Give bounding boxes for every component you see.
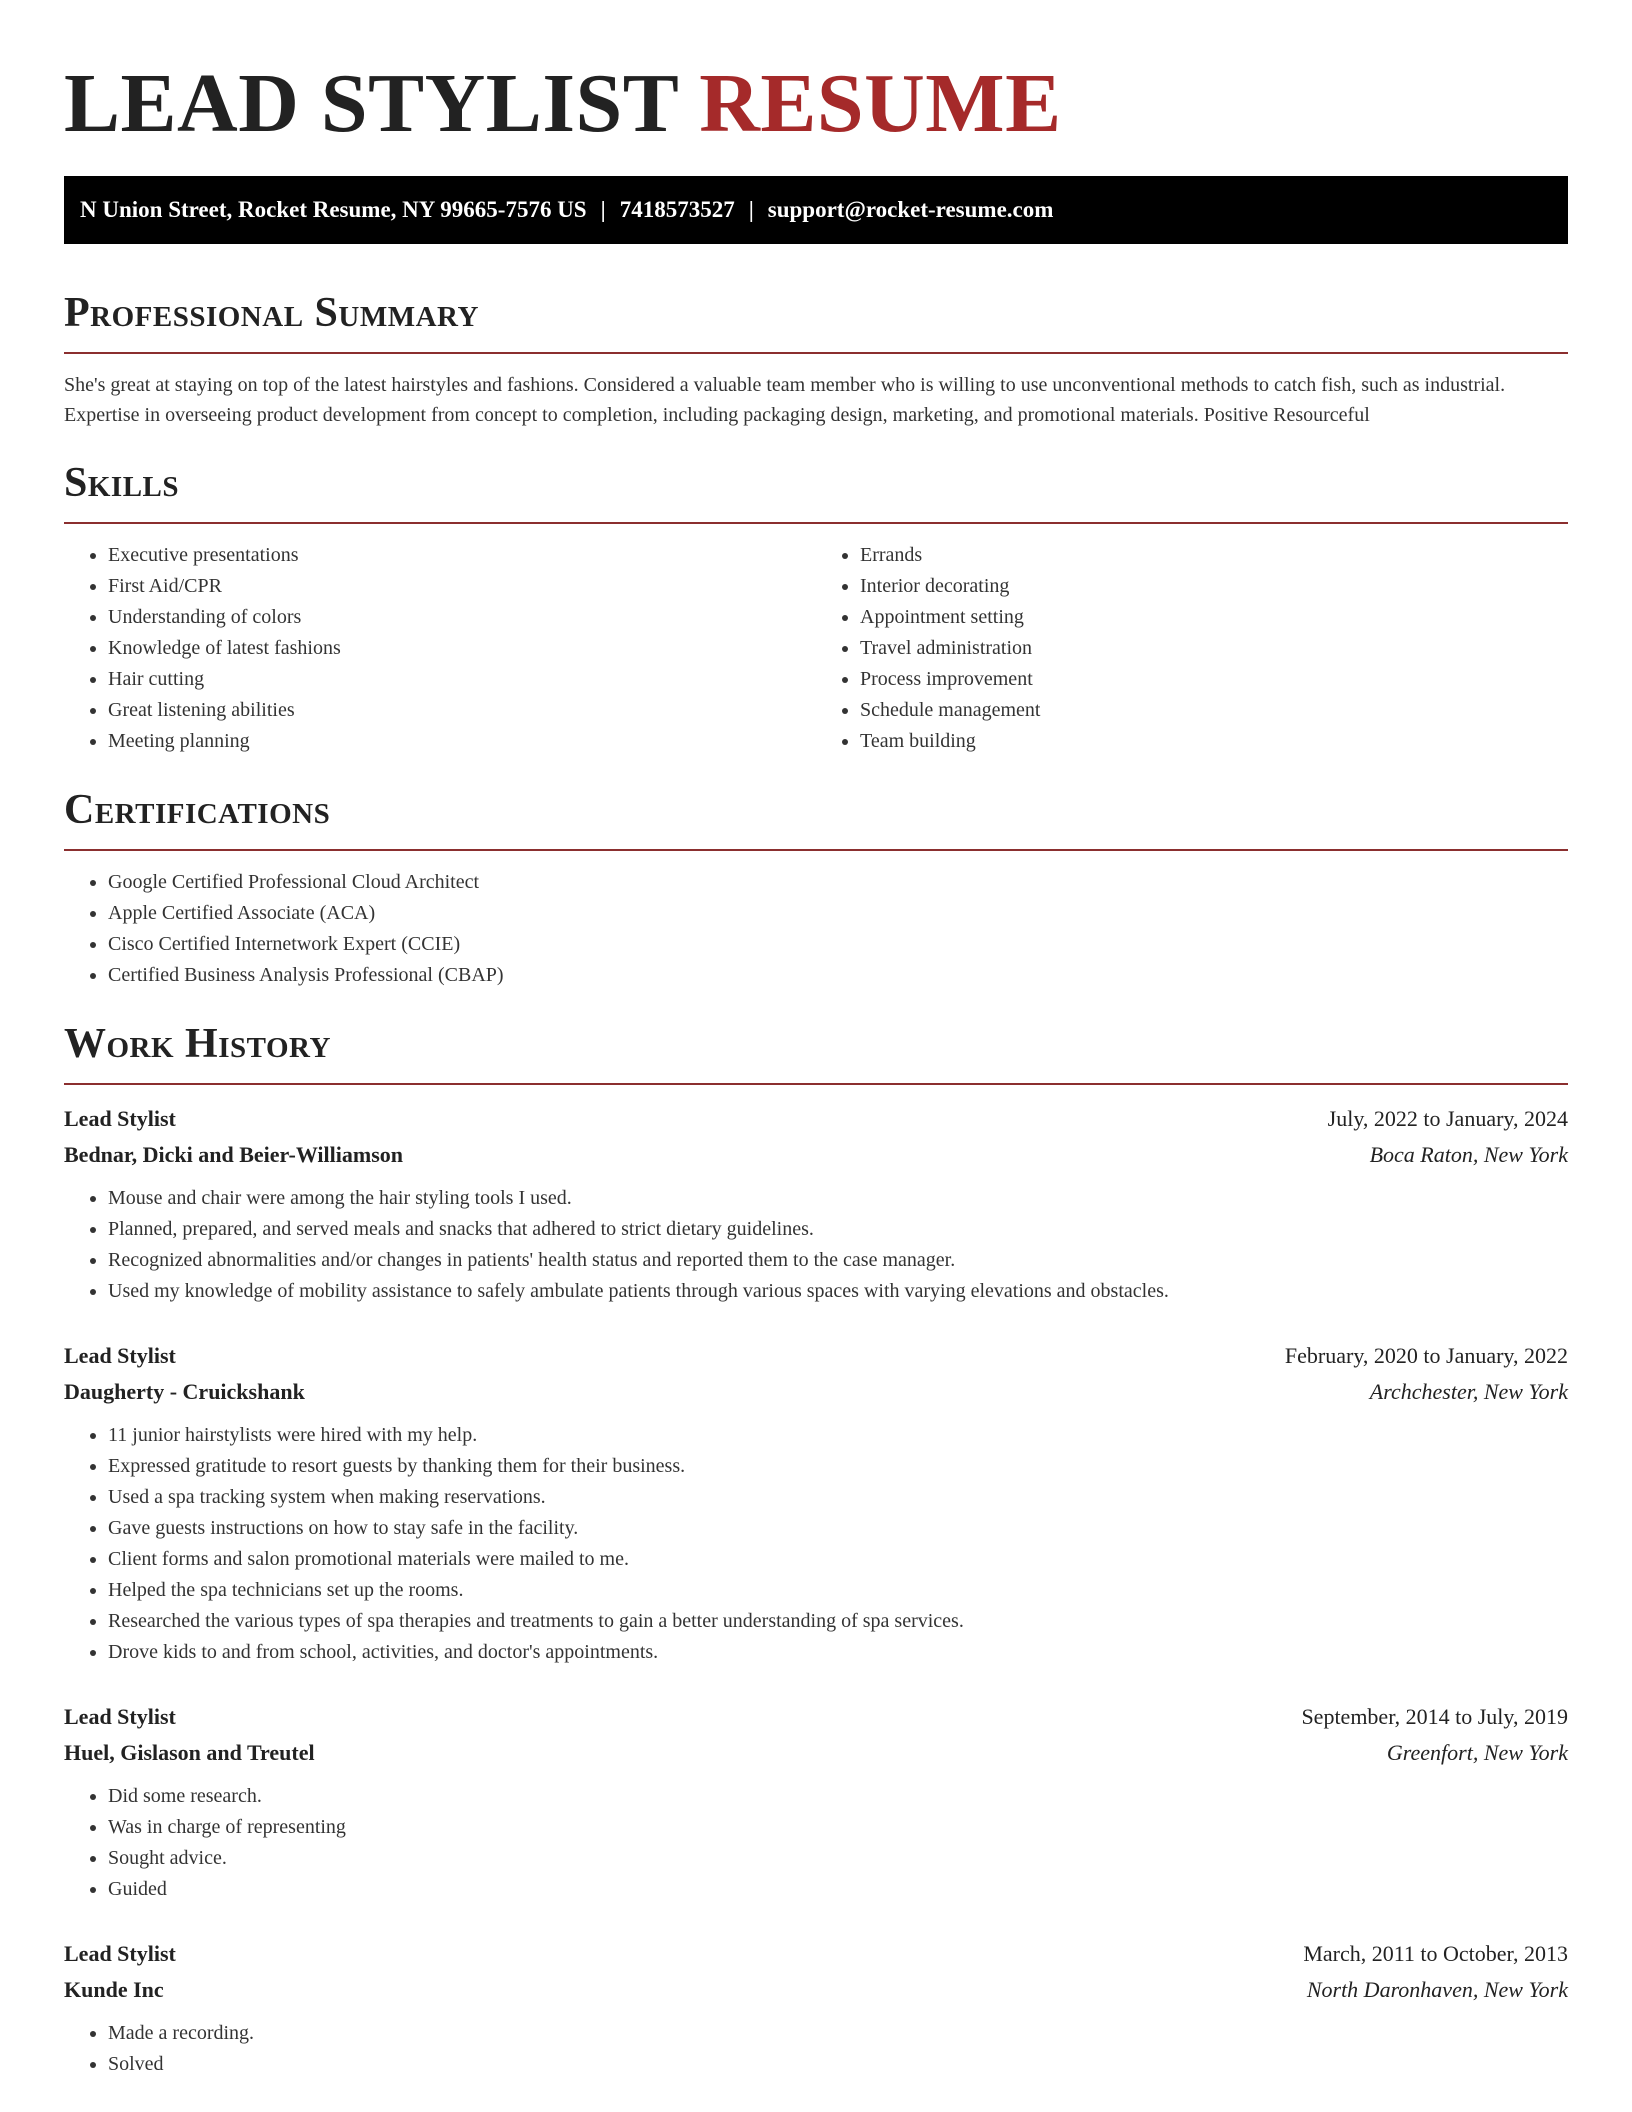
contact-bar	[64, 176, 1568, 244]
skills-heading: Skills	[64, 458, 1568, 524]
job-duty: • Client forms and salon promotional materials were mailed to me.	[108, 1544, 1568, 1575]
job-duty: • Mouse and chair were among the hair styling tools I used.	[108, 1183, 1568, 1214]
job-subheader	[64, 1374, 1568, 1410]
summary-heading: Professional Summary	[64, 288, 1568, 354]
summary-text: She's great at staying on top of the latest hairstyles and fashions. Considered a valuable team member who is willing to use unconventional methods to catch fish, such as industrial. Expertise in overseeing product development from concept to completion, including packaging design, marketing, and promotional materials. Positive Resourceful	[64, 374, 1506, 426]
skill-item: • Schedule management	[860, 695, 1568, 726]
job-duty: • Gave guests instructions on how to stay safe in the facility.	[108, 1513, 1568, 1544]
skills-section	[64, 458, 1568, 757]
job-subheader	[64, 1735, 1568, 1771]
job-dates: July, 2022 to January, 2024	[1327, 1106, 1568, 1131]
job-duty: • Was in charge of representing	[108, 1812, 1568, 1843]
job-duties-list	[64, 1781, 1568, 1905]
skill-item: • First Aid/CPR	[108, 571, 816, 602]
job-duty: • Made a recording.	[108, 2018, 1568, 2049]
job-company: Huel, Gislason and Treutel	[64, 1740, 315, 1765]
job-location: Boca Raton, New York	[1369, 1142, 1568, 1167]
job-header	[64, 1699, 1568, 1735]
job-entry	[64, 1338, 1568, 1668]
job-duty: • Sought advice.	[108, 1843, 1568, 1874]
job-title: Lead Stylist	[64, 1343, 176, 1368]
job-location: Archchester, New York	[1369, 1379, 1568, 1404]
job-duty: • Used my knowledge of mobility assistance to safely ambulate patients through various spaces with varying elevations and obstacles.	[108, 1276, 1568, 1307]
job-entry	[64, 1699, 1568, 1905]
skill-item: • Hair cutting	[108, 664, 816, 695]
job-company: Daugherty - Cruickshank	[64, 1379, 305, 1404]
certifications-list	[64, 867, 1568, 991]
certification-item: • Certified Business Analysis Professional (CBAP)	[108, 960, 1568, 991]
job-duties-list	[64, 1420, 1568, 1668]
summary-section	[64, 288, 1568, 430]
certification-item: • Cisco Certified Internetwork Expert (CCIE)	[108, 929, 1568, 960]
skills-left-list	[64, 540, 816, 757]
job-duty: • 11 junior hairstylists were hired with my help.	[108, 1420, 1568, 1451]
skill-item: • Executive presentations	[108, 540, 816, 571]
job-dates: February, 2020 to January, 2022	[1284, 1343, 1568, 1368]
skill-item: • Travel administration	[860, 633, 1568, 664]
skill-item: • Errands	[860, 540, 1568, 571]
job-duties-list	[64, 2018, 1568, 2080]
skill-item: • Interior decorating	[860, 571, 1568, 602]
skill-item: • Team building	[860, 726, 1568, 757]
certification-item: • Apple Certified Associate (ACA)	[108, 898, 1568, 929]
job-duty: • Planned, prepared, and served meals and snacks that adhered to strict dietary guidelines.	[108, 1214, 1568, 1245]
job-title: Lead Stylist	[64, 1941, 176, 1966]
job-subheader	[64, 1137, 1568, 1173]
certifications-heading: Certifications	[64, 785, 1568, 851]
skill-item: • Appointment setting	[860, 602, 1568, 633]
title-accent: RESUME	[699, 57, 1062, 150]
job-duty: • Drove kids to and from school, activities, and doctor's appointments.	[108, 1637, 1568, 1668]
job-duty: • Expressed gratitude to resort guests by thanking them for their business.	[108, 1451, 1568, 1482]
skill-item: • Great listening abilities	[108, 695, 816, 726]
skill-item: • Knowledge of latest fashions	[108, 633, 816, 664]
job-company: Kunde Inc	[64, 1977, 164, 2002]
title-main: LEAD STYLIST	[64, 57, 678, 150]
certification-item: • Google Certified Professional Cloud Architect	[108, 867, 1568, 898]
resume-title	[64, 0, 1568, 176]
job-company: Bednar, Dicki and Beier-Williamson	[64, 1142, 404, 1167]
certifications-section	[64, 785, 1568, 991]
job-duty: • Recognized abnormalities and/or changes in patients' health status and reported them to the case manager.	[108, 1245, 1568, 1276]
job-header	[64, 1101, 1568, 1137]
skill-item: • Process improvement	[860, 664, 1568, 695]
skills-columns	[64, 540, 1568, 757]
contact-email: support@rocket-resume.com	[767, 197, 1054, 222]
job-title: Lead Stylist	[64, 1704, 176, 1729]
job-duties-list	[64, 1183, 1568, 1307]
skill-item: • Meeting planning	[108, 726, 816, 757]
skills-right-list	[816, 540, 1568, 757]
job-dates: March, 2011 to October, 2013	[1303, 1941, 1568, 1966]
contact-separator: |	[600, 197, 606, 222]
work-history-section	[64, 1019, 1568, 2080]
job-title: Lead Stylist	[64, 1106, 176, 1131]
job-header	[64, 1936, 1568, 1972]
job-entry	[64, 1936, 1568, 2080]
job-dates: September, 2014 to July, 2019	[1301, 1704, 1568, 1729]
job-duty: • Guided	[108, 1874, 1568, 1905]
job-location: Greenfort, New York	[1386, 1740, 1568, 1765]
contact-address: N Union Street, Rocket Resume, NY 99665-7576 US	[80, 197, 587, 222]
job-location: North Daronhaven, New York	[1306, 1977, 1568, 2002]
job-duty: • Helped the spa technicians set up the rooms.	[108, 1575, 1568, 1606]
job-entry	[64, 1101, 1568, 1307]
contact-separator: |	[748, 197, 754, 222]
skill-item: • Understanding of colors	[108, 602, 816, 633]
job-duty: • Did some research.	[108, 1781, 1568, 1812]
work-history-heading: Work History	[64, 1019, 1568, 1085]
contact-phone: 7418573527	[619, 197, 735, 222]
job-duty: • Solved	[108, 2049, 1568, 2080]
job-duty: • Researched the various types of spa therapies and treatments to gain a better understanding of spa services.	[108, 1606, 1568, 1637]
job-subheader	[64, 1972, 1568, 2008]
job-header	[64, 1338, 1568, 1374]
job-duty: • Used a spa tracking system when making reservations.	[108, 1482, 1568, 1513]
